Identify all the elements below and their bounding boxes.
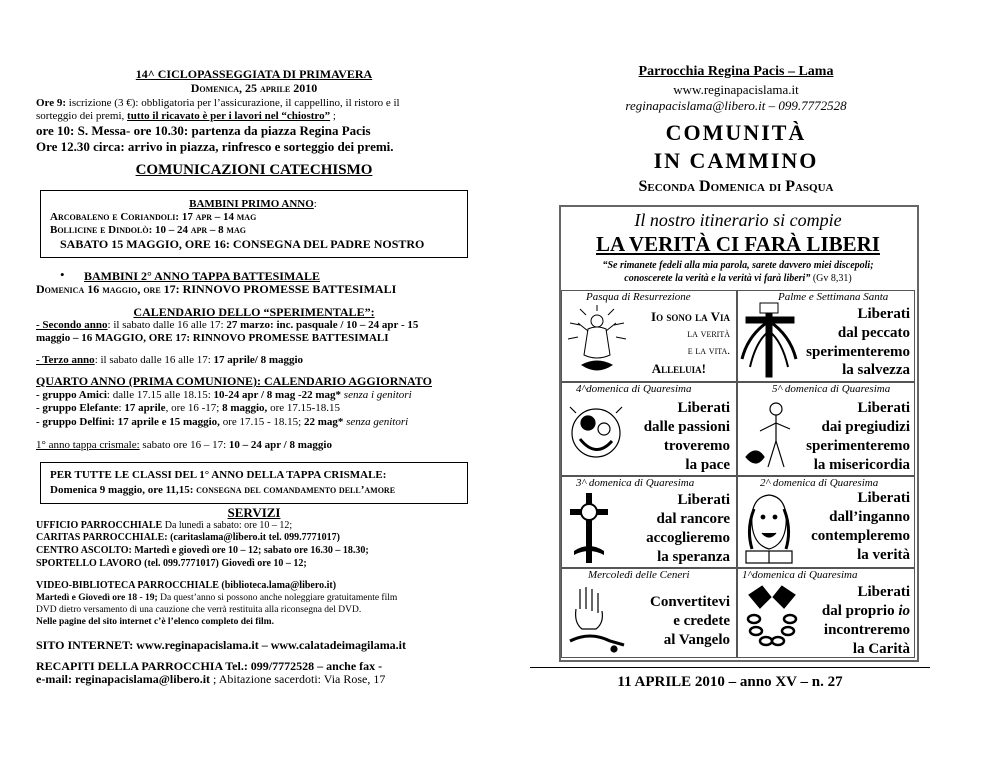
- parish-contact: reginapacislama@libero.it – 099.7772528: [625, 98, 847, 113]
- lent4-line4: la pace: [685, 457, 730, 473]
- cell-ash-head: Mercoledì delle Ceneri: [588, 569, 690, 581]
- group-delfini-date: 22 mag*: [303, 416, 344, 428]
- itinerary-heading: Il nostro itinerario si compie: [634, 210, 842, 230]
- ash-line3: al Vangelo: [663, 632, 730, 648]
- ufficio-label: UFFICIO PARROCCHIALE: [36, 520, 163, 531]
- ore9-text2: sorteggio dei premi,: [36, 110, 128, 122]
- contacts-address: ; Abitazione sacerdoti: Via Rose, 17: [210, 672, 386, 686]
- third-year-text: : il sabato dalle 16 alle 17:: [94, 354, 214, 366]
- footer-rule: [530, 667, 930, 668]
- lent1-line4: la Carità: [852, 641, 910, 657]
- box1-line3: SABATO 15 MAGGIO, ORE 16: CONSEGNA DEL PADRE NOSTRO: [60, 237, 425, 251]
- subtitle: Seconda Domenica di Pasqua: [638, 178, 834, 195]
- christ-face-icon: [740, 489, 798, 565]
- video-title: VIDEO-BIBLIOTECA PARROCCHIALE (biblioteca.lama@libero.it): [36, 580, 337, 591]
- title-line1: COMUNITÀ: [665, 120, 807, 145]
- quote-ref: (Gv 8,31): [810, 273, 852, 284]
- lent4-line3: troveremo: [663, 438, 730, 454]
- second-year-label: - Secondo anno: [36, 319, 108, 331]
- ore9-label: Ore 9:: [36, 97, 67, 109]
- second-year-line1: [36, 319, 418, 332]
- group-elefante-label: - gruppo Elefante: [36, 402, 119, 414]
- ore9-underline: tutto il ricavato è per i lavori nel “chiostro”: [127, 110, 331, 122]
- group-elefante-date2: 8 maggio,: [222, 402, 268, 414]
- group-amici-time: : dalle 17.15 alle 18.15:: [106, 389, 214, 401]
- lent1-line3: incontreremo: [823, 622, 910, 638]
- cell-lent4-head: 4^domenica di Quaresima: [576, 383, 692, 395]
- ore9-line: [36, 97, 400, 110]
- forgiven-woman-icon: [742, 397, 800, 473]
- lent3-line3: accoglieremo: [646, 530, 730, 546]
- third-year-label: - Terzo anno: [36, 354, 95, 366]
- servizi-title: SERVIZI: [227, 505, 281, 520]
- easter-line4: Alleluia!: [651, 361, 706, 376]
- contacts-line1: RECAPITI DELLA PARROCCHIA Tel.: 099/7772528 – anche fax -: [36, 659, 383, 673]
- palm-line1: Liberati: [857, 306, 910, 322]
- group-amici: [36, 389, 412, 402]
- lent3-line2: dal rancore: [656, 511, 730, 527]
- quote-line1: “Se rimanete fedeli alla mia parola, sarete davvero miei discepoli;: [602, 260, 874, 271]
- cell-palm: [737, 290, 915, 382]
- second-year-text: : il sabato dalle 16 alle 17:: [107, 319, 227, 331]
- cell-lent3-head: 3^ domenica di Quaresima: [576, 477, 695, 489]
- crismal-text: sabato ore 16 – 17:: [139, 439, 229, 451]
- servizio-caritas: CARITAS PARROCCHIALE: (caritaslama@libero.it tel. 099.7771017): [36, 532, 340, 543]
- first-year-crismal: [36, 439, 332, 452]
- ore1230-line: Ore 12.30 circa: arrivo in piazza, rinfresco e sorteggio dei premi.: [36, 139, 394, 154]
- quote-line2: [561, 273, 915, 285]
- palm-line2: dal peccato: [837, 325, 910, 341]
- easter-line2: la verità: [687, 328, 730, 340]
- parish-website: www.reginapacislama.it: [673, 82, 799, 97]
- group-delfini-time: ore 17.15 - 18.15;: [219, 416, 304, 428]
- calendar-title: CALENDARIO DELLO “SPERIMENTALE”:: [133, 305, 375, 319]
- group-elefante-time1: , ore 16 -17;: [165, 402, 223, 414]
- contacts-email: e-mail: reginapacislama@libero.it: [36, 672, 211, 686]
- bullet-title: BAMBINI 2° ANNO TAPPA BATTESIMALE: [84, 269, 320, 283]
- lent4-line2: dalle passioni: [643, 419, 730, 435]
- group-elefante-sep: :: [118, 402, 125, 414]
- bullet-dot: •: [60, 267, 65, 282]
- lent2-line1: Liberati: [857, 490, 910, 506]
- lent1-line2: [822, 602, 910, 621]
- lent5-line4: la misericordia: [813, 457, 910, 473]
- easter-line3: e la vita.: [687, 345, 730, 357]
- cell-lent3: [561, 476, 737, 568]
- risen-christ-icon: [566, 305, 628, 377]
- headline: LA VERITÀ CI FARÀ LIBERI: [596, 232, 880, 256]
- cell-lent5: [737, 382, 915, 476]
- broken-chains-icon: [740, 581, 804, 655]
- ore9-text: iscrizione (3 €): obbligatoria per l’assicurazione, il cappellino, il ristoro e il: [66, 97, 400, 109]
- lent2-line4: la verità: [857, 547, 910, 563]
- servizio-sportello: SPORTELLO LAVORO (tel. 099.7771017) Giovedì ore 10 – 12;: [36, 558, 307, 569]
- cross-icon: [566, 491, 612, 565]
- box1-line1: Arcobaleno e Coriandoli: 17 apr – 14 mag: [50, 211, 257, 223]
- group-elefante: [36, 402, 340, 415]
- quote-text: conoscerete la verità e la verità vi farà liberi”: [624, 273, 811, 284]
- cycle-date: Domenica, 25 aprile 2010: [190, 81, 318, 95]
- box1-title-line: [40, 198, 466, 211]
- video-text: Da quest’anno si possono anche noleggiare gratuitamente film: [157, 593, 398, 603]
- cell-lent1: [737, 568, 915, 658]
- palm-line4: la salvezza: [842, 362, 910, 378]
- crismal-label: 1° anno tappa crismale:: [36, 439, 140, 451]
- lent1-line1: Liberati: [857, 584, 910, 600]
- title-line2: IN CAMMINO: [653, 148, 819, 173]
- servizio-centro: CENTRO ASCOLTO: Martedì e giovedì ore 10 – 12; sabato ore 16.30 – 18.30;: [36, 545, 369, 556]
- ufficio-hours: Da lunedì a sabato: ore 10 – 12;: [162, 520, 293, 531]
- box2-line1: PER TUTTE LE CLASSI DEL 1° ANNO DELLA TAPPA CRISMALE:: [50, 469, 387, 481]
- video-line2: [36, 592, 397, 604]
- ore9-end: ;: [330, 110, 336, 122]
- ashes-hand-icon: [566, 583, 628, 655]
- group-delfini: [36, 416, 408, 429]
- fourth-year-title: QUARTO ANNO (PRIMA COMUNIONE): CALENDARIO AGGIORNATO: [36, 374, 432, 388]
- video-line4: Nelle pagine del sito internet c’è l’elenco completo dei film.: [36, 617, 274, 627]
- embrace-icon: [566, 399, 626, 471]
- parish-name: Parrocchia Regina Pacis – Lama: [638, 64, 834, 79]
- group-delfini-label: - gruppo Delfini: 17 aprile e 15 maggio,: [36, 416, 220, 428]
- palm-line3: sperimenteremo: [806, 344, 910, 360]
- group-amici-dates: 10-24 apr / 8 mag -22 mag*: [213, 389, 342, 401]
- group-elefante-time2: ore 17.15-18.15: [267, 402, 341, 414]
- box2-line2: [50, 484, 395, 497]
- lent2-line2: dall’inganno: [829, 509, 910, 525]
- third-year-line: [36, 354, 303, 367]
- box2-event: consegna del comandamento dell’amore: [196, 484, 396, 496]
- lent1-line2-italic: io: [898, 603, 910, 619]
- second-year-dates: 27 marzo: inc. pasquale / 10 – 24 apr - 15: [226, 319, 419, 331]
- ash-line1: Convertitevi: [650, 594, 730, 610]
- cell-easter: [561, 290, 737, 382]
- lent3-line4: la speranza: [657, 549, 730, 565]
- group-amici-label: - gruppo Amici: [36, 389, 107, 401]
- cell-palm-head: Palme e Settimana Santa: [778, 291, 889, 303]
- cell-lent2: [737, 476, 915, 568]
- cycle-title: 14^ CICLOPASSEGGIATA DI PRIMAVERA: [135, 67, 373, 81]
- cell-lent1-head: 1^domenica di Quaresima: [742, 569, 858, 581]
- box1-line2: Bollicine e Dindolò: 10 – 24 apr – 8 mag: [50, 224, 246, 236]
- cell-ash: [561, 568, 737, 658]
- cell-lent5-head: 5^ domenica di Quaresima: [772, 383, 891, 395]
- lent5-line1: Liberati: [857, 400, 910, 416]
- ore10-line: ore 10: S. Messa- ore 10.30: partenza da piazza Regina Pacis: [36, 123, 371, 138]
- box1-title: BAMBINI PRIMO ANNO: [189, 198, 314, 210]
- crismal-dates: 10 – 24 apr / 8 maggio: [228, 439, 332, 451]
- video-line3: DVD dietro versamento di una cauzione che verrà restituita alla riconsegna del DVD.: [36, 605, 362, 615]
- lent2-line3: contempleremo: [811, 528, 910, 544]
- lent1-line2-text: dal proprio: [821, 603, 899, 619]
- box2-date: Domenica 9 maggio, ore 11,15:: [50, 484, 197, 496]
- group-elefante-date1: 17 aprile: [124, 402, 166, 414]
- lent5-line2: dai pregiudizi: [821, 419, 910, 435]
- contacts-line2: [36, 673, 385, 686]
- cell-easter-head: Pasqua di Resurrezione: [586, 291, 691, 303]
- ash-line2: e credete: [673, 613, 730, 629]
- site-line: SITO INTERNET: www.reginapacislama.it – www.calatadeimagilama.it: [36, 638, 407, 652]
- group-delfini-note: senza genitori: [343, 416, 409, 428]
- ore9-line2: [36, 110, 336, 123]
- bullet-line: Domenica 16 maggio, ore 17: RINNOVO PROMESSE BATTESIMALI: [36, 282, 397, 296]
- video-hours: Martedì e Giovedì ore 18 - 19;: [36, 593, 158, 603]
- lent3-line1: Liberati: [677, 492, 730, 508]
- catechism-title: COMUNICAZIONI CATECHISMO: [135, 162, 373, 178]
- easter-line1: Io sono la Via: [651, 309, 730, 324]
- third-year-dates: 17 aprile/ 8 maggio: [213, 354, 304, 366]
- palm-cross-icon: [740, 301, 800, 379]
- lent4-line1: Liberati: [677, 400, 730, 416]
- box1-colon: :: [313, 198, 317, 210]
- servizio-ufficio: [36, 520, 292, 532]
- group-amici-note: senza i genitori: [341, 389, 412, 401]
- second-year-line2: maggio – 16 MAGGIO, ORE 17: RINNOVO PROMESSE BATTESIMALI: [36, 332, 389, 344]
- cell-lent2-head: 2^ domenica di Quaresima: [760, 477, 879, 489]
- lent5-line3: sperimenteremo: [806, 438, 910, 454]
- cell-lent4: [561, 382, 737, 476]
- issue-footer: 11 APRILE 2010 – anno XV – n. 27: [617, 674, 843, 690]
